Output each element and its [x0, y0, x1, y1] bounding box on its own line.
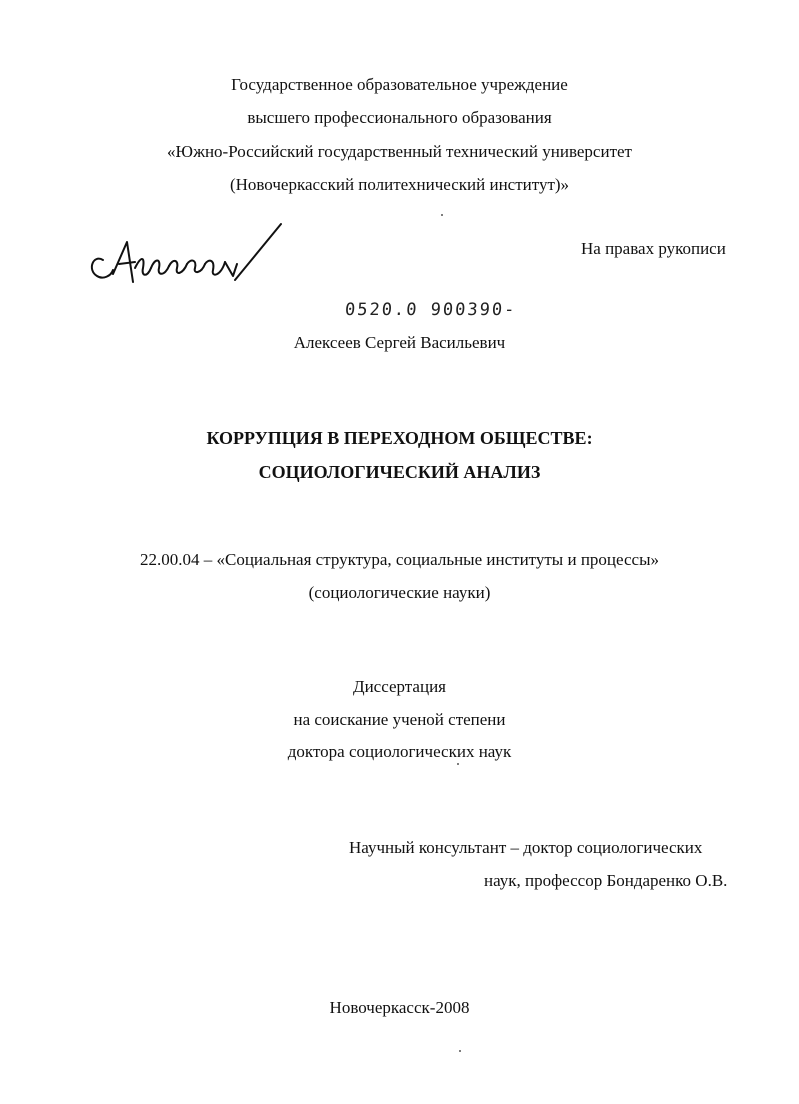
title-line-1: КОРРУПЦИЯ В ПЕРЕХОДНОМ ОБЩЕСТВЕ: — [206, 428, 593, 448]
scan-speck — [457, 763, 459, 765]
degree-line-3: доктора социологических наук — [287, 742, 512, 761]
scan-speck — [441, 214, 443, 216]
consultant-line-1: Научный консультант – доктор социологических — [349, 838, 703, 857]
specialty-line-2: (социологические науки) — [308, 583, 491, 602]
author-name: Алексеев Сергей Васильевич — [293, 333, 506, 352]
title-line-2: СОЦИОЛОГИЧЕСКИЙ АНАЛИЗ — [258, 462, 541, 482]
signature-image — [85, 220, 290, 300]
institution-line-4: (Новочеркасский политехнический институт)» — [229, 175, 570, 194]
degree-line-2: на соискание ученой степени — [293, 710, 506, 729]
degree-line-1: Диссертация — [352, 677, 446, 696]
scan-speck — [459, 1050, 461, 1052]
rights-note: На правах рукописи — [581, 239, 726, 258]
consultant-line-2: наук, профессор Бондаренко О.В. — [484, 871, 728, 890]
registration-number-stamp: 0520.0 900390- — [344, 300, 517, 320]
institution-line-1: Государственное образовательное учреждение — [231, 75, 568, 94]
specialty-line-1: 22.00.04 – «Социальная структура, социальные институты и процессы» — [139, 550, 659, 569]
city-year: Новочеркасск-2008 — [329, 998, 470, 1017]
institution-line-2: высшего профессионального образования — [247, 108, 552, 127]
institution-line-3: «Южно-Российский государственный технический университет — [167, 142, 632, 161]
